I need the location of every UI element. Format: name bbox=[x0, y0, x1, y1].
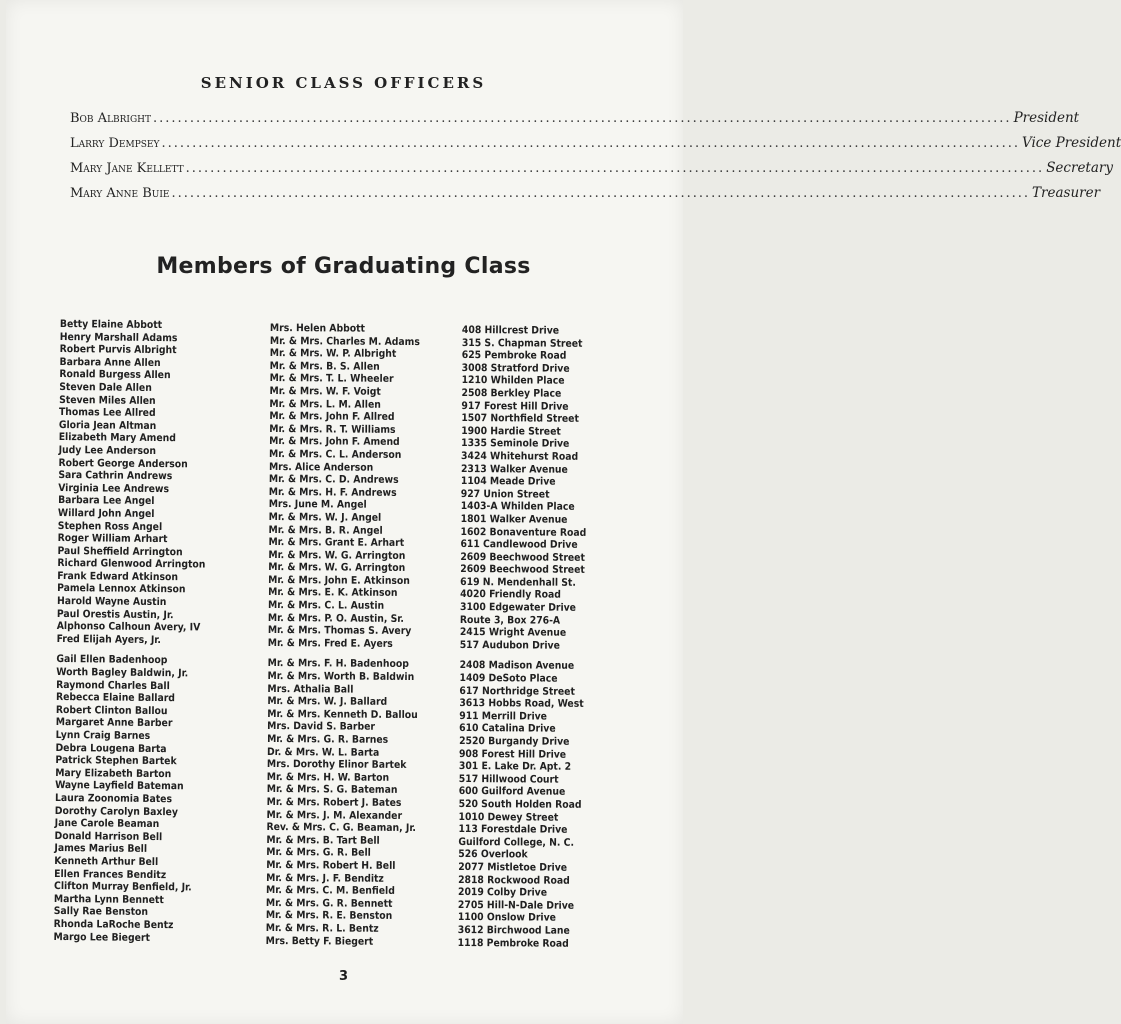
student-name: Barbara Lee Angel bbox=[58, 494, 155, 508]
parent-name: Mr. & Mrs. J. M. Alexander bbox=[266, 808, 403, 822]
officer-row bbox=[70, 110, 1080, 128]
home-address: 625 Pembroke Road bbox=[461, 349, 567, 362]
parent-name: Mr. & Mrs. B. S. Allen bbox=[269, 359, 380, 373]
home-address: 1507 Northfield Street bbox=[461, 412, 579, 425]
parent-name: Mr. & Mrs. B. R. Angel bbox=[268, 523, 383, 537]
home-address: 4020 Friendly Road bbox=[460, 588, 561, 602]
student-name: Paul Orestis Austin, Jr. bbox=[56, 607, 174, 621]
home-address: 2818 Rockwood Road bbox=[458, 873, 570, 887]
parent-name: Mr. & Mrs. G. R. Bennett bbox=[265, 896, 393, 910]
home-address: 2415 Wright Avenue bbox=[459, 626, 567, 639]
parent-name: Mr. & Mrs. Grant E. Arhart bbox=[268, 536, 405, 550]
student-name: Harold Wayne Austin bbox=[56, 595, 167, 609]
home-address: 619 N. Mendenhall St. bbox=[460, 575, 576, 589]
parent-name: Mrs. Athalia Ball bbox=[267, 682, 354, 696]
student-name: Stephen Ross Angel bbox=[57, 519, 163, 533]
home-address: 2609 Beechwood Street bbox=[460, 550, 585, 564]
home-address: 2408 Madison Avenue bbox=[459, 659, 575, 673]
student-name: Betty Elaine Abbott bbox=[59, 318, 163, 332]
officers-heading: SENIOR CLASS OFFICERS bbox=[200, 74, 487, 92]
home-address: 917 Forest Hill Drive bbox=[461, 399, 569, 413]
parent-name: Mr. & Mrs. C. L. Anderson bbox=[269, 447, 402, 461]
parent-name: Dr. & Mrs. W. L. Barta bbox=[266, 745, 380, 759]
student-name: Steven Miles Allen bbox=[59, 393, 156, 407]
parent-name: Mrs. Helen Abbott bbox=[269, 322, 366, 335]
officer-role: Treasurer bbox=[1032, 185, 1101, 201]
home-address: 1010 Dewey Street bbox=[458, 810, 559, 824]
home-address: 1210 Whilden Place bbox=[461, 374, 565, 388]
student-name: Donald Harrison Bell bbox=[54, 829, 163, 843]
student-name: Margaret Anne Barber bbox=[55, 716, 173, 730]
parent-name: Mr. & Mrs. Fred E. Ayers bbox=[267, 636, 393, 650]
student-name: Raymond Charles Ball bbox=[56, 678, 170, 692]
home-address: 1100 Onslow Drive bbox=[457, 911, 556, 924]
student-name: Debra Lougena Barta bbox=[55, 741, 167, 755]
home-address: 301 E. Lake Dr. Apt. 2 bbox=[458, 760, 572, 773]
home-address: 600 Guilford Avenue bbox=[458, 785, 566, 799]
page-number: 3 bbox=[338, 969, 349, 984]
officer-row bbox=[70, 135, 1121, 153]
student-names-column bbox=[53, 318, 260, 945]
parent-name: Mr. & Mrs. G. R. Bell bbox=[266, 846, 371, 860]
home-address: 1335 Seminole Drive bbox=[461, 437, 570, 451]
officer-name: Larry Dempsey bbox=[70, 136, 160, 151]
parent-name: Mr. & Mrs. W. F. Voigt bbox=[269, 384, 381, 398]
home-address: 1801 Walker Avenue bbox=[460, 512, 568, 526]
dot-leader: ............................................................................................................................................ bbox=[171, 186, 1031, 201]
student-name: Elizabeth Mary Amend bbox=[58, 431, 176, 445]
officer-role: Secretary bbox=[1046, 160, 1113, 176]
officer-role: President bbox=[1013, 110, 1080, 126]
parent-name: Mrs. Betty F. Biegert bbox=[265, 934, 374, 948]
parent-name: Mr. & Mrs. C. D. Andrews bbox=[268, 473, 399, 487]
home-address: 3613 Hobbs Road, West bbox=[459, 697, 584, 711]
student-name: Frank Edward Atkinson bbox=[57, 569, 179, 584]
parent-name: Mr. & Mrs. L. M. Allen bbox=[269, 397, 381, 411]
parent-name: Mr. & Mrs. J. F. Benditz bbox=[266, 871, 384, 885]
student-name: Richard Glenwood Arrington bbox=[57, 557, 206, 571]
parent-name: Mr. & Mrs. W. G. Arrington bbox=[268, 548, 406, 562]
student-name: Laura Zoonomia Bates bbox=[54, 791, 173, 806]
parent-name: Mr. & Mrs. R. E. Benston bbox=[265, 909, 393, 923]
parent-name: Mr. & Mrs. Worth B. Baldwin bbox=[267, 670, 415, 684]
home-address: 2313 Walker Avenue bbox=[460, 462, 568, 476]
student-name: Dorothy Carolyn Baxley bbox=[54, 804, 178, 818]
parent-name: Mr. & Mrs. W. J. Ballard bbox=[267, 695, 388, 709]
student-name: Ronald Burgess Allen bbox=[59, 368, 171, 382]
parent-name: Mr. & Mrs. Robert H. Bell bbox=[266, 858, 396, 872]
student-name: Judy Lee Anderson bbox=[58, 443, 157, 457]
home-address: 315 S. Chapman Street bbox=[461, 336, 583, 350]
student-name: Henry Marshall Adams bbox=[59, 330, 178, 344]
student-name: Gail Ellen Badenhoop bbox=[56, 653, 168, 667]
dot-leader: ............................................................................................................................................ bbox=[161, 136, 1020, 151]
graduating-class-title: Members of Graduating Class bbox=[156, 254, 531, 279]
home-address: Guilford College, N. C. bbox=[458, 835, 575, 849]
student-name: Worth Bagley Baldwin, Jr. bbox=[56, 666, 189, 680]
parent-name: Mr. & Mrs. Thomas S. Avery bbox=[267, 624, 412, 638]
student-name: Paul Sheffield Arrington bbox=[57, 544, 183, 558]
home-address: 3100 Edgewater Drive bbox=[459, 601, 577, 614]
parent-name: Mr. & Mrs. B. Tart Bell bbox=[266, 833, 380, 847]
student-name: Rebecca Elaine Ballard bbox=[55, 691, 176, 705]
home-address: 1403-A Whilden Place bbox=[460, 500, 575, 514]
parent-name: Mr. & Mrs. Robert J. Bates bbox=[266, 795, 402, 809]
home-address: 610 Catalina Drive bbox=[459, 722, 556, 736]
student-name: Robert George Anderson bbox=[58, 456, 188, 470]
officer-row bbox=[70, 185, 1101, 203]
parent-name: Mr. & Mrs. T. L. Wheeler bbox=[269, 372, 394, 386]
student-name: Robert Clinton Ballou bbox=[55, 703, 168, 717]
home-address: 2609 Beechwood Street bbox=[460, 563, 585, 577]
student-name: Gloria Jean Altman bbox=[58, 418, 157, 432]
home-address: 2508 Berkley Place bbox=[461, 386, 562, 400]
home-address: 3424 Whitehurst Road bbox=[461, 449, 579, 463]
home-address: 3008 Stratford Drive bbox=[461, 361, 570, 375]
parent-name: Mr. & Mrs. H. W. Barton bbox=[266, 770, 390, 784]
parent-name: Mr. & Mrs. S. G. Bateman bbox=[266, 783, 398, 797]
home-address: 911 Merrill Drive bbox=[459, 709, 548, 723]
dot-leader: ............................................................................................................................................ bbox=[153, 111, 1012, 126]
student-name: Jane Carole Beaman bbox=[54, 817, 160, 831]
parent-name: Mr. & Mrs. John E. Atkinson bbox=[268, 573, 410, 587]
home-address: 517 Audubon Drive bbox=[459, 638, 560, 652]
home-address: 1118 Pembroke Road bbox=[457, 936, 569, 950]
student-name: Sally Rae Benston bbox=[53, 905, 149, 919]
addresses-column bbox=[458, 324, 652, 950]
officer-name: Mary Jane Kellett bbox=[70, 161, 184, 176]
home-address: 3612 Birchwood Lane bbox=[457, 923, 570, 937]
student-name: Fred Elijah Ayers, Jr. bbox=[56, 632, 162, 646]
student-name: James Marius Bell bbox=[54, 842, 148, 856]
home-address: 1900 Hardie Street bbox=[461, 424, 561, 438]
parent-name: Mr. & Mrs. C. M. Benfield bbox=[265, 884, 395, 898]
parent-name: Mr. & Mrs. H. F. Andrews bbox=[268, 485, 397, 499]
home-address: 617 Northridge Street bbox=[459, 684, 575, 698]
home-address: 520 South Holden Road bbox=[458, 797, 582, 811]
student-name: Lynn Craig Barnes bbox=[55, 728, 151, 742]
officer-role: Vice President bbox=[1021, 135, 1121, 151]
parent-name: Mrs. Alice Anderson bbox=[268, 460, 374, 474]
parent-name: Mr. & Mrs. W. G. Arrington bbox=[268, 561, 406, 575]
home-address: 517 Hillwood Court bbox=[458, 772, 559, 786]
home-address: 1409 DeSoto Place bbox=[459, 672, 558, 685]
home-address: 2705 Hill-N-Dale Drive bbox=[457, 898, 575, 912]
home-address: 2077 Mistletoe Drive bbox=[458, 860, 568, 874]
home-address: 611 Candlewood Drive bbox=[460, 538, 578, 551]
parent-name: Rev. & Mrs. C. G. Beaman, Jr. bbox=[266, 821, 417, 835]
student-name: Virginia Lee Andrews bbox=[58, 481, 170, 495]
student-name: Ellen Frances Benditz bbox=[54, 867, 167, 881]
home-address: 526 Overlook bbox=[458, 848, 528, 861]
parent-name: Mr. & Mrs. Charles M. Adams bbox=[269, 334, 420, 348]
home-address: 2520 Burgandy Drive bbox=[459, 734, 570, 748]
student-name: Robert Purvis Albright bbox=[59, 343, 177, 357]
student-name: Martha Lynn Bennett bbox=[53, 892, 164, 906]
home-address: 113 Forestdale Drive bbox=[458, 823, 568, 836]
officer-name: Bob Albright bbox=[70, 111, 152, 126]
parent-name: Mr. & Mrs. R. T. Williams bbox=[269, 422, 396, 436]
officer-row bbox=[70, 160, 1113, 178]
parent-name: Mrs. Dorothy Elinor Bartek bbox=[266, 758, 407, 772]
parent-name: Mr. & Mrs. Kenneth D. Ballou bbox=[267, 707, 418, 721]
parent-name: Mr. & Mrs. F. H. Badenhoop bbox=[267, 657, 409, 671]
parent-name: Mr. & Mrs. John F. Allred bbox=[269, 410, 395, 424]
home-address: 1104 Meade Drive bbox=[460, 475, 556, 488]
parent-name: Mr. & Mrs. G. R. Barnes bbox=[267, 732, 389, 746]
parents-column bbox=[266, 322, 466, 948]
parent-name: Mr. & Mrs. R. L. Bentz bbox=[265, 921, 379, 935]
student-name: Patrick Stephen Bartek bbox=[55, 754, 177, 768]
student-name: Willard John Angel bbox=[57, 506, 155, 520]
parent-name: Mr. & Mrs. W. P. Albright bbox=[269, 347, 397, 361]
student-name: Kenneth Arthur Bell bbox=[54, 854, 159, 868]
student-name: Alphonso Calhoun Avery, IV bbox=[56, 620, 201, 634]
student-name: Barbara Anne Allen bbox=[59, 355, 161, 369]
parent-name: Mr. & Mrs. C. L. Austin bbox=[267, 599, 385, 612]
parent-name: Mrs. June M. Angel bbox=[268, 498, 367, 511]
officer-name: Mary Anne Buie bbox=[70, 186, 170, 201]
home-address: 1602 Bonaventure Road bbox=[460, 525, 587, 539]
student-name: Pamela Lennox Atkinson bbox=[57, 582, 186, 596]
parent-name: Mr. & Mrs. E. K. Atkinson bbox=[268, 586, 398, 600]
student-name: Roger William Arhart bbox=[57, 532, 168, 546]
student-name: Steven Dale Allen bbox=[59, 380, 152, 394]
student-name: Mary Elizabeth Barton bbox=[55, 766, 172, 780]
home-address: 927 Union Street bbox=[460, 487, 550, 501]
home-address: 408 Hillcrest Drive bbox=[461, 324, 560, 337]
student-name: Clifton Murray Benfield, Jr. bbox=[53, 880, 192, 894]
student-name: Margo Lee Biegert bbox=[53, 930, 150, 944]
home-address: 908 Forest Hill Drive bbox=[458, 747, 567, 761]
parent-name: Mrs. David S. Barber bbox=[267, 720, 376, 734]
parent-name: Mr. & Mrs. P. O. Austin, Sr. bbox=[267, 611, 404, 625]
parent-name: Mr. & Mrs. W. J. Angel bbox=[268, 510, 382, 524]
student-name: Rhonda LaRoche Bentz bbox=[53, 917, 174, 932]
home-address: Route 3, Box 276-A bbox=[459, 613, 561, 627]
student-name: Thomas Lee Allred bbox=[58, 406, 156, 420]
student-name: Wayne Layfield Bateman bbox=[55, 779, 184, 793]
dot-leader: ............................................................................................................................................ bbox=[185, 161, 1045, 176]
parent-name: Mr. & Mrs. John F. Amend bbox=[269, 435, 400, 449]
home-address: 2019 Colby Drive bbox=[457, 886, 548, 899]
student-name: Sara Cathrin Andrews bbox=[58, 469, 173, 483]
